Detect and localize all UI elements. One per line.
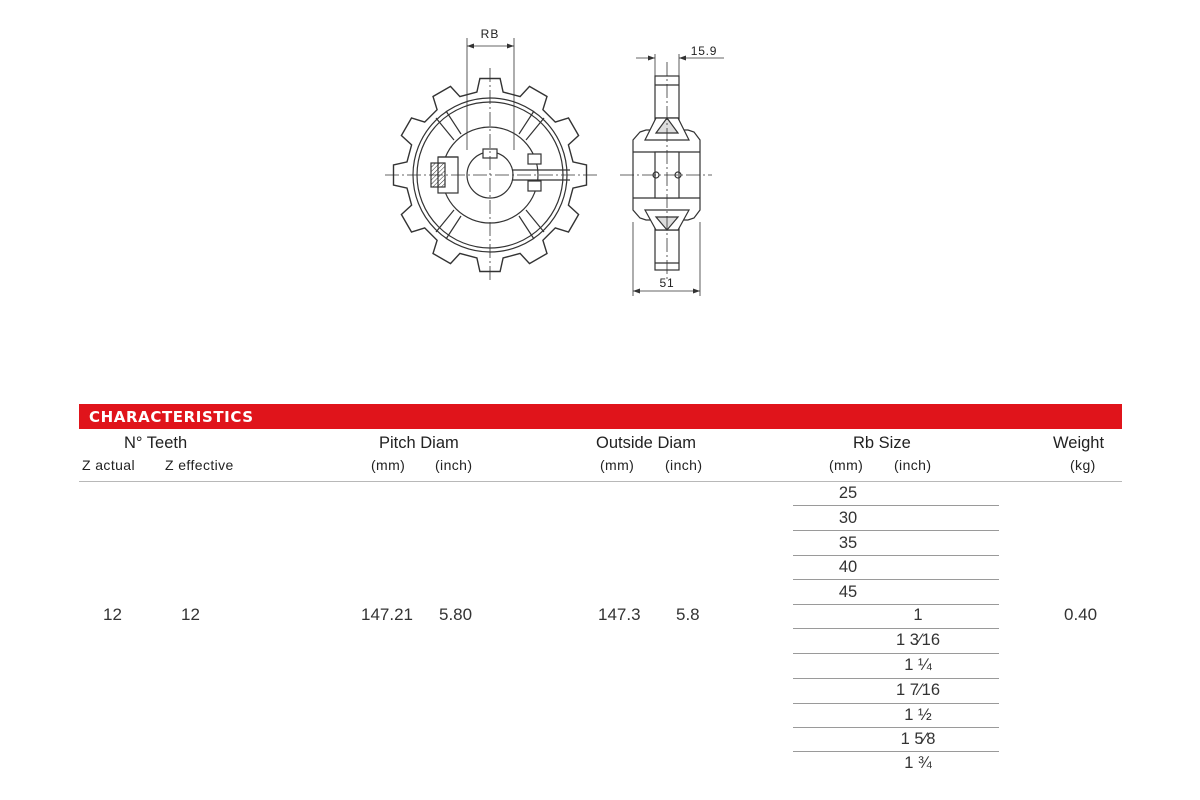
sprocket-side-view (620, 54, 724, 296)
rb-mm-value: 25 (838, 484, 858, 502)
header-outside-inch: (inch) (665, 457, 703, 473)
rb-inch-value: 1 ¾ (904, 754, 932, 772)
sprocket-front-view (385, 38, 598, 282)
rb-inch-value: 1 (913, 606, 923, 624)
rb-row-divider (793, 579, 999, 580)
header-weight-kg: (kg) (1070, 457, 1096, 473)
rb-mm-value: 35 (838, 534, 858, 552)
rb-inch-value: 1 3⁄16 (895, 631, 941, 649)
cell-outside-mm: 147.3 (598, 605, 641, 624)
rb-row-divider (793, 751, 999, 752)
rb-inch-value: 1 ½ (904, 706, 932, 724)
table-header-divider (79, 481, 1122, 482)
rb-inch-value: 1 7⁄16 (895, 681, 941, 699)
rb-mm-value: 30 (838, 509, 858, 527)
cell-pitch-inch: 5.80 (439, 605, 473, 624)
dim-total-width-label: 51 (659, 276, 675, 290)
rb-inch-value: 1 5⁄8 (900, 730, 936, 748)
header-pitch-inch: (inch) (435, 457, 473, 473)
cell-pitch-mm: 147.21 (361, 605, 413, 624)
rb-row-divider (793, 678, 999, 679)
rb-row-divider (793, 727, 999, 728)
rb-row-divider (793, 628, 999, 629)
rb-row-divider (793, 703, 999, 704)
dim-rb-label: RB (480, 27, 500, 41)
header-weight: Weight (1053, 434, 1105, 452)
dim-hub-width-label: 15.9 (690, 44, 718, 58)
header-rb-inch: (inch) (894, 457, 932, 473)
cell-weight: 0.40 (1064, 605, 1098, 624)
rb-row-divider (793, 505, 999, 506)
rb-mm-value: 45 (838, 583, 858, 601)
rb-row-divider (793, 604, 999, 605)
rb-row-divider (793, 530, 999, 531)
header-rb-size: Rb Size (853, 434, 911, 452)
header-outside-diam: Outside Diam (596, 434, 696, 452)
cell-outside-inch: 5.8 (676, 605, 700, 624)
rb-mm-value: 40 (838, 558, 858, 576)
cell-z-effective: 12 (181, 605, 200, 624)
header-z-actual: Z actual (82, 457, 135, 473)
header-pitch-mm: (mm) (371, 457, 406, 473)
header-rb-mm: (mm) (829, 457, 864, 473)
header-teeth: N° Teeth (124, 434, 188, 452)
characteristics-title: CHARACTERISTICS (89, 408, 254, 426)
rb-row-divider (793, 555, 999, 556)
rb-row-divider (793, 653, 999, 654)
characteristics-header-bar (79, 404, 1122, 429)
rb-inch-value: 1 ¼ (904, 656, 932, 674)
header-outside-mm: (mm) (600, 457, 635, 473)
cell-z-actual: 12 (103, 605, 122, 624)
header-z-effective: Z effective (165, 457, 234, 473)
header-pitch-diam: Pitch Diam (379, 434, 459, 452)
